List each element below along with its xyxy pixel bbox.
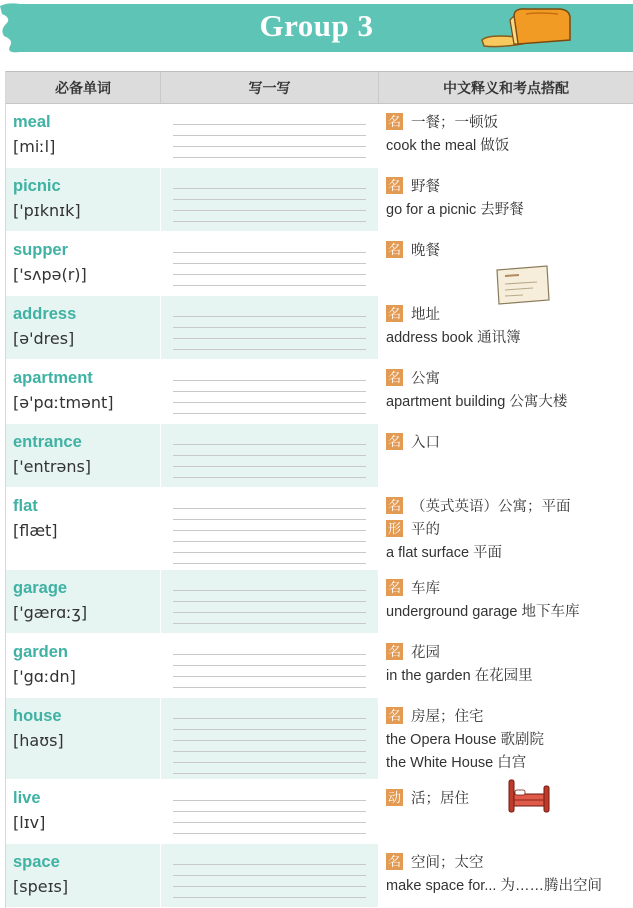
word-cell xyxy=(6,488,160,569)
meaning-text: a flat surface 平面 xyxy=(386,545,503,561)
meaning-line xyxy=(386,642,633,665)
part-of-speech-badge: 名 xyxy=(387,434,401,449)
phonetic-transcription: [ə'dres] xyxy=(13,329,75,348)
meaning-text: cook the meal 做饭 xyxy=(386,138,510,154)
vocab-word: garden xyxy=(13,643,69,661)
meaning-line xyxy=(386,752,633,775)
meaning-line xyxy=(386,432,633,455)
writing-line xyxy=(173,381,366,392)
meaning-text: make space for... 为……腾出空间 xyxy=(386,878,602,894)
writing-line xyxy=(173,136,366,147)
meaning-line xyxy=(386,875,633,898)
word-cell xyxy=(6,168,160,231)
writing-line xyxy=(173,655,366,666)
word-cell xyxy=(6,698,160,779)
part-of-speech-badge: 名 xyxy=(387,114,401,129)
writing-line xyxy=(173,741,366,752)
writing-lines xyxy=(173,790,366,834)
part-of-speech-badge: 名 xyxy=(387,242,401,257)
table-row xyxy=(6,698,633,780)
meaning-text: the White House 白宫 xyxy=(386,755,527,771)
writing-line xyxy=(173,392,366,403)
writing-line xyxy=(173,763,366,774)
meaning-cell xyxy=(379,570,633,633)
writing-practice-cell[interactable] xyxy=(160,634,379,697)
meaning-text: 公寓 xyxy=(411,371,440,387)
writing-line xyxy=(173,677,366,688)
writing-line xyxy=(173,178,366,189)
writing-line xyxy=(173,434,366,445)
writing-lines xyxy=(173,370,366,414)
part-of-speech-badge: 形 xyxy=(387,521,401,536)
writing-practice-cell[interactable] xyxy=(160,698,379,779)
writing-practice-cell[interactable] xyxy=(160,780,379,843)
writing-line xyxy=(173,854,366,865)
meaning-line xyxy=(386,391,633,414)
meaning-cell xyxy=(379,488,633,569)
meaning-text: 房屋；住宅 xyxy=(411,709,484,725)
vocab-word: live xyxy=(13,789,41,807)
meaning-line xyxy=(386,519,633,542)
meaning-line xyxy=(386,601,633,624)
writing-line xyxy=(173,719,366,730)
phonetic-transcription: [ə'pɑːtmənt] xyxy=(13,393,114,412)
word-cell xyxy=(6,296,160,359)
meaning-cell xyxy=(379,844,633,907)
phonetic-transcription: [miːl] xyxy=(13,137,56,156)
meaning-text: in the garden 在花园里 xyxy=(386,668,533,684)
table-row xyxy=(6,360,633,424)
meaning-cell xyxy=(379,424,633,487)
table-header xyxy=(6,71,633,104)
word-cell xyxy=(6,360,160,423)
phonetic-transcription: [lɪv] xyxy=(13,813,46,832)
meaning-line xyxy=(386,199,633,222)
meaning-cell xyxy=(379,168,633,231)
meaning-text: the Opera House 歌剧院 xyxy=(386,732,544,748)
word-cell xyxy=(6,844,160,907)
vocab-word: meal xyxy=(13,113,51,131)
vocab-word: garage xyxy=(13,579,68,597)
meaning-text: 平的 xyxy=(411,522,440,538)
meaning-text: 入口 xyxy=(411,435,440,451)
writing-lines xyxy=(173,580,366,624)
writing-line xyxy=(173,812,366,823)
phonetic-transcription: ['entrəns] xyxy=(13,457,92,476)
meaning-text: 空间；太空 xyxy=(411,855,484,871)
phonetic-transcription: ['gɑːdn] xyxy=(13,667,76,686)
bed-icon xyxy=(505,776,553,816)
meaning-line xyxy=(386,368,633,391)
writing-line xyxy=(173,125,366,136)
part-of-speech-badge: 动 xyxy=(387,790,401,805)
meaning-text: address book 通讯簿 xyxy=(386,330,521,346)
writing-practice-cell[interactable] xyxy=(160,570,379,633)
meaning-line xyxy=(386,578,633,601)
writing-line xyxy=(173,306,366,317)
meaning-line xyxy=(386,706,633,729)
meaning-line xyxy=(386,542,633,565)
address-card-icon xyxy=(493,262,551,308)
part-of-speech-badge: 名 xyxy=(387,854,401,869)
part-of-speech-badge: 名 xyxy=(387,370,401,385)
writing-lines xyxy=(173,644,366,688)
writing-practice-cell[interactable] xyxy=(160,844,379,907)
writing-practice-cell[interactable] xyxy=(160,104,379,167)
writing-lines xyxy=(173,434,366,478)
writing-line xyxy=(173,644,366,655)
column-header-word: 必备单词 xyxy=(55,79,111,96)
meaning-cell xyxy=(379,634,633,697)
writing-line xyxy=(173,200,366,211)
vocab-word: entrance xyxy=(13,433,82,451)
writing-line xyxy=(173,317,366,328)
table-row xyxy=(6,424,633,488)
writing-line xyxy=(173,613,366,624)
meaning-line xyxy=(386,240,633,263)
meaning-line xyxy=(386,135,633,158)
meaning-text: 晚餐 xyxy=(411,243,440,259)
part-of-speech-badge: 名 xyxy=(387,580,401,595)
writing-lines xyxy=(173,498,366,564)
writing-line xyxy=(173,823,366,834)
vocab-word: picnic xyxy=(13,177,61,195)
writing-practice-cell[interactable] xyxy=(160,232,379,295)
meaning-line xyxy=(386,729,633,752)
table-row xyxy=(6,104,633,168)
table-row xyxy=(6,570,633,634)
writing-lines xyxy=(173,854,366,898)
phonetic-transcription: [speɪs] xyxy=(13,877,69,896)
page-title: Group 3 xyxy=(259,8,374,43)
writing-line xyxy=(173,865,366,876)
writing-line xyxy=(173,339,366,350)
vocab-word: supper xyxy=(13,241,69,259)
meaning-text: apartment building 公寓大楼 xyxy=(386,394,568,410)
part-of-speech-badge: 名 xyxy=(387,644,401,659)
writing-lines xyxy=(173,306,366,350)
table-row xyxy=(6,634,633,698)
phonetic-transcription: ['sʌpə(r)] xyxy=(13,265,87,284)
writing-line xyxy=(173,275,366,286)
writing-line xyxy=(173,752,366,763)
writing-line xyxy=(173,580,366,591)
writing-practice-cell[interactable] xyxy=(160,168,379,231)
writing-lines xyxy=(173,114,366,158)
table-row xyxy=(6,168,633,232)
writing-line xyxy=(173,887,366,898)
writing-line xyxy=(173,211,366,222)
vocab-word: house xyxy=(13,707,62,725)
writing-line xyxy=(173,542,366,553)
meaning-text: （英式英语）公寓；平面 xyxy=(411,499,571,515)
meaning-line xyxy=(386,327,633,350)
writing-line xyxy=(173,456,366,467)
writing-lines xyxy=(173,242,366,286)
writing-line xyxy=(173,730,366,741)
meaning-cell xyxy=(379,698,633,779)
writing-line xyxy=(173,520,366,531)
meaning-text: underground garage 地下车库 xyxy=(386,604,580,620)
table-row xyxy=(6,844,633,908)
writing-line xyxy=(173,666,366,677)
meaning-text: go for a picnic 去野餐 xyxy=(386,202,524,218)
vocab-word: address xyxy=(13,305,77,323)
meaning-text: 地址 xyxy=(411,307,440,323)
writing-line xyxy=(173,509,366,520)
vocab-word: flat xyxy=(13,497,38,515)
writing-line xyxy=(173,531,366,542)
part-of-speech-badge: 名 xyxy=(387,708,401,723)
meaning-text: 活；居住 xyxy=(411,791,469,807)
writing-line xyxy=(173,708,366,719)
meaning-line xyxy=(386,496,633,519)
writing-line xyxy=(173,467,366,478)
phonetic-transcription: ['gærɑːʒ] xyxy=(13,603,88,622)
meaning-cell xyxy=(379,104,633,167)
phonetic-transcription: ['pɪknɪk] xyxy=(13,201,81,220)
word-cell xyxy=(6,570,160,633)
writing-line xyxy=(173,591,366,602)
word-cell xyxy=(6,424,160,487)
writing-line xyxy=(173,403,366,414)
writing-line xyxy=(173,253,366,264)
writing-line xyxy=(173,370,366,381)
writing-lines xyxy=(173,178,366,222)
phonetic-transcription: [haʊs] xyxy=(13,731,64,750)
word-cell xyxy=(6,232,160,295)
word-cell xyxy=(6,634,160,697)
phonetic-transcription: [flæt] xyxy=(13,521,58,540)
writing-line xyxy=(173,445,366,456)
writing-line xyxy=(173,602,366,613)
table-row xyxy=(6,488,633,570)
vocab-word: space xyxy=(13,853,60,871)
part-of-speech-badge: 名 xyxy=(387,306,401,321)
writing-line xyxy=(173,790,366,801)
writing-line xyxy=(173,242,366,253)
writing-line xyxy=(173,801,366,812)
title-banner xyxy=(0,0,633,58)
writing-line xyxy=(173,189,366,200)
part-of-speech-badge: 名 xyxy=(387,178,401,193)
meaning-line xyxy=(386,176,633,199)
writing-line xyxy=(173,328,366,339)
part-of-speech-badge: 名 xyxy=(387,498,401,513)
word-cell xyxy=(6,104,160,167)
writing-line xyxy=(173,147,366,158)
writing-line xyxy=(173,553,366,564)
writing-line xyxy=(173,264,366,275)
writing-practice-cell[interactable] xyxy=(160,488,379,569)
writing-practice-cell[interactable] xyxy=(160,296,379,359)
meaning-text: 车库 xyxy=(411,581,440,597)
writing-practice-cell[interactable] xyxy=(160,360,379,423)
meaning-line xyxy=(386,665,633,688)
writing-line xyxy=(173,876,366,887)
word-cell xyxy=(6,780,160,843)
meaning-cell xyxy=(379,360,633,423)
column-header-write: 写一写 xyxy=(160,72,379,103)
meaning-text: 野餐 xyxy=(411,179,440,195)
writing-lines xyxy=(173,708,366,774)
meaning-line xyxy=(386,112,633,135)
meaning-text: 花园 xyxy=(411,645,440,661)
writing-practice-cell[interactable] xyxy=(160,424,379,487)
writing-line xyxy=(173,114,366,125)
column-header-meaning: 中文释义和考点搭配 xyxy=(443,79,569,96)
meaning-text: 一餐；一顿饭 xyxy=(411,115,498,131)
vocab-word: apartment xyxy=(13,369,93,387)
writing-line xyxy=(173,498,366,509)
bread-icon xyxy=(478,4,574,50)
meaning-line xyxy=(386,852,633,875)
